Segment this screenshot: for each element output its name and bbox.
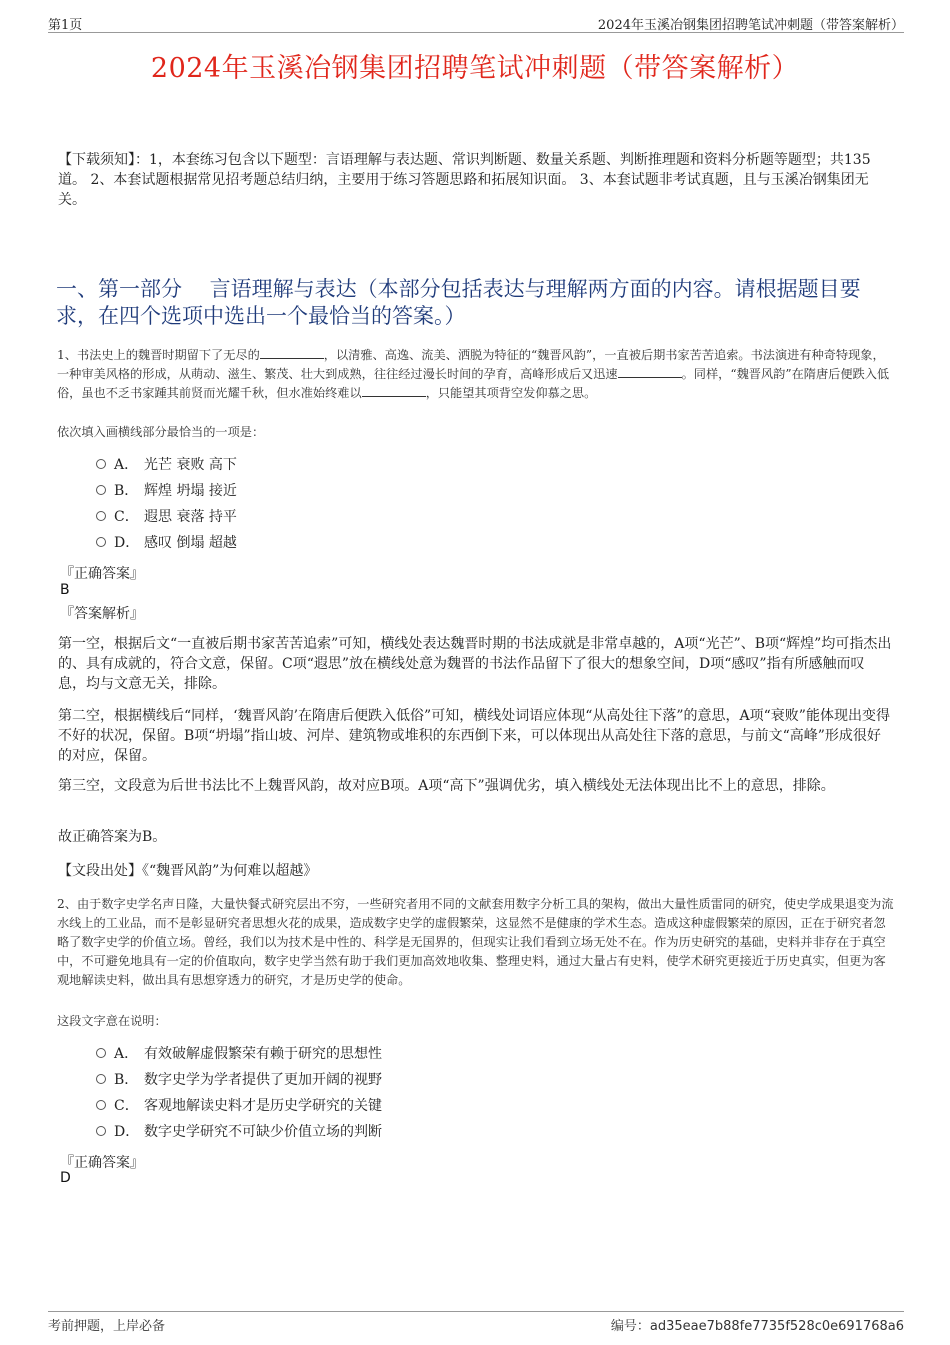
option-a[interactable]: A． 有效破解虚假繁荣有赖于研究的思想性 — [96, 1041, 382, 1067]
radio-icon[interactable] — [96, 1074, 106, 1084]
question-2-prompt: 这段文字意在说明： — [57, 1014, 167, 1028]
header-doc-title: 2024年玉溪冶钢集团招聘笔试冲刺题（带答案解析） — [597, 18, 904, 33]
radio-icon[interactable] — [96, 485, 106, 495]
page-header — [48, 14, 904, 33]
question-2-options — [96, 1041, 382, 1145]
question-1-prompt: 依次填入画横线部分最恰当的一项是： — [57, 425, 265, 439]
footer-code: 编号：ad35eae7b88fe7735f528c0e691768a6 — [610, 1319, 904, 1334]
analysis-label: 『答案解析』 — [60, 606, 144, 622]
answer-label: 『正确答案』 — [60, 566, 144, 582]
section-heading: 一、第一部分 言语理解与表达（本部分包括表达与理解两方面的内容。请根据题目要求，在四个选项中选出一个最恰当的答案。） — [56, 277, 861, 328]
option-b[interactable]: B． 数字史学为学者提供了更加开阔的视野 — [96, 1067, 382, 1093]
question-1-text: 1、书法史上的魏晋时期留下了无尽的 ，以清雅、高逸、流美、洒脱为特征的“魏晋风韵”，一直被后期书家苦苦追索。书法演进有种奇特现象，一种审美风格的形成，从萌动、滋生、繁茂、壮大到成熟，往往经过漫长时间的孕育，高峰形成后又迅速 。同样，“魏晋风韵”在隋唐后便跌入低俗，虽也不乏书家踵其前贤而光耀千秋，但水准始终难以 ，只能望其项背空发仰慕之思。 — [57, 348, 890, 400]
download-notice: 【下载须知】：1，本套练习包含以下题型：言语理解与表达题、常识判断题、数量关系题、判断推理题和资料分析题等题型；共135道。 2、本套试题根据常见招考题总结归纳，主要用于练习答题思路和拓展知识面。 3、本套试题非考试真题，且与玉溪冶钢集团无关。 — [58, 152, 871, 208]
radio-icon[interactable] — [96, 537, 106, 547]
analysis-paragraph-3: 第三空，文段意为后世书法比不上魏晋风韵，故对应B项。A项“高下”强调优劣，填入横线处无法体现出比不上的意思，排除。 — [58, 778, 835, 794]
radio-icon[interactable] — [96, 1100, 106, 1110]
option-d[interactable]: D． 数字史学研究不可缺少价值立场的判断 — [96, 1119, 382, 1145]
option-a[interactable]: A． 光芒 衰败 高下 — [96, 452, 237, 478]
question-2-text: 2、由于数字史学名声日隆，大量快餐式研究层出不穷，一些研究者用不同的文献套用数字分析工具的架构，做出大量性质雷同的研究，使史学成果退变为流水线上的工业品，而不是彰显研究者思想火花的成果，造成数字史学的虚假繁荣，这显然不是健康的学术生态。造成这种虚假繁荣的原因，正在于研究者忽略了数字史学的价值立场。曾经，我们以为技术是中性的、科学是无国界的，但现实让我们看到立场无处不在。作为历史研究的基础，史料并非存在于真空中，不可避免地具有一定的价值取向，数字史学当然有助于我们更加高效地收集、整理史料，通过大量占有史料，使学术研究更接近于历史真实，但更为客观地解读史料，做出具有思想穿透力的研究，才是历史学的使命。 — [57, 897, 894, 987]
document-title: 2024年玉溪冶钢集团招聘笔试冲刺题（带答案解析） — [150, 53, 800, 84]
footer-slogan: 考前押题，上岸必备 — [48, 1319, 166, 1334]
answer-value: B — [60, 582, 70, 598]
radio-icon[interactable] — [96, 511, 106, 521]
answer-value: D — [60, 1170, 71, 1186]
page-footer — [48, 1311, 904, 1332]
analysis-conclusion: 故正确答案为B。 — [58, 829, 167, 845]
page-number: 第1页 — [48, 18, 83, 33]
answer-label: 『正确答案』 — [60, 1155, 144, 1171]
radio-icon[interactable] — [96, 1126, 106, 1136]
option-c[interactable]: C． 客观地解读史料才是历史学研究的关键 — [96, 1093, 382, 1119]
radio-icon[interactable] — [96, 459, 106, 469]
analysis-paragraph-2: 第二空，根据横线后“同样，‘魏晋风韵’在隋唐后便跌入低俗”可知，横线处词语应体现“从高处往下落”的意思，A项“衰败”能体现出变得不好的状况，保留。B项“坍塌”指山坡、河岸、建筑物或堆积的东西倒下来，可以体现出从高处往下落的意思，与前文“高峰”形成很好的对应，保留。 — [58, 708, 890, 764]
question-1-options — [96, 452, 237, 556]
option-b[interactable]: B． 辉煌 坍塌 接近 — [96, 478, 237, 504]
radio-icon[interactable] — [96, 1048, 106, 1058]
analysis-source: 【文段出处】《“魏晋风韵”为何难以超越》 — [58, 863, 318, 879]
option-d[interactable]: D． 感叹 倒塌 超越 — [96, 530, 237, 556]
option-c[interactable]: C． 遐思 衰落 持平 — [96, 504, 237, 530]
analysis-paragraph-1: 第一空，根据后文“一直被后期书家苦苦追索”可知，横线处表达魏晋时期的书法成就是非常卓越的，A项“光芒”、B项“辉煌”均可指杰出的、具有成就的，符合文意，保留。C项“遐思”放在横线处意为魏晋的书法作品留下了很大的想象空间，D项“感叹”指有所感触而叹息，均与文意无关，排除。 — [58, 636, 892, 692]
